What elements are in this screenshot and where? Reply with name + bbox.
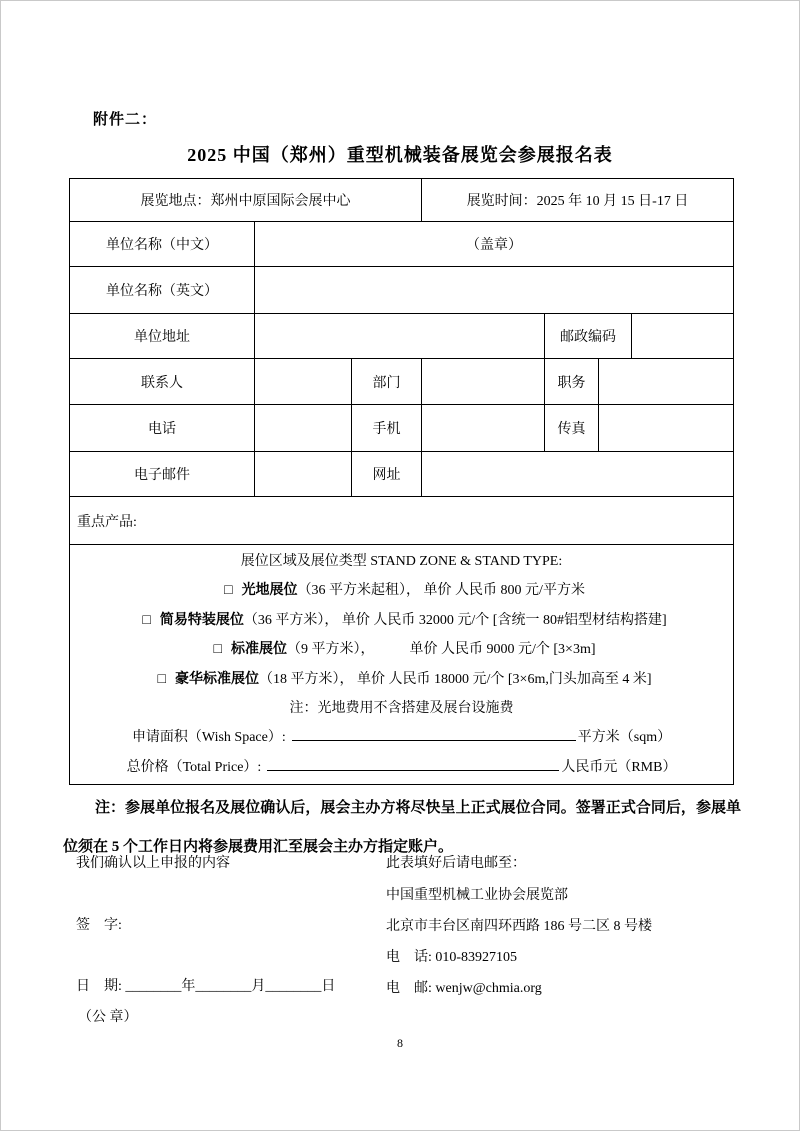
postcode-value-cell <box>632 314 734 359</box>
department-value-cell <box>422 359 545 405</box>
contract-notice: 注：参展单位报名及展位确认后，展会主办方将尽快呈上正式展位合同。签署正式合同后，参展单位须在 5 个工作日内将参展费用汇至展会主办方指定账户。 <box>63 800 741 855</box>
table-row <box>70 314 734 359</box>
mobile-value-cell <box>422 405 545 452</box>
email-label: 电子邮件 <box>70 452 255 497</box>
stand-option-deluxe: □ 豪华标准展位（18 平方米）， 单价 人民币 18000 元/个 [3×6m,门头加高至 4 米] <box>157 671 652 687</box>
registration-form-table <box>69 178 734 785</box>
checkbox-icon: □ <box>157 671 166 687</box>
table-row <box>70 497 734 545</box>
company-seal-label: （公 章） <box>78 1010 138 1025</box>
position-value-cell <box>599 359 734 405</box>
total-price-line: 总价格（Total Price）: 人民币元（RMB） <box>126 759 677 775</box>
contact-value-cell <box>255 359 352 405</box>
confirm-statement: 我们确认以上申报的内容 <box>76 856 230 871</box>
mobile-label: 手机 <box>352 405 422 452</box>
seal-hint: （盖章） <box>466 238 523 253</box>
stand-note: 注：光地费用不含搭建及展台设施费 <box>289 701 514 717</box>
sign-label: 签 字: <box>76 918 122 933</box>
company-en-value-cell <box>255 267 734 314</box>
mailing-address: 北京市丰台区南四环西路 186 号二区 8 号楼 <box>386 919 652 934</box>
stand-type-cell <box>70 545 734 785</box>
mailing-org: 中国重型机械工业协会展览部 <box>386 888 568 903</box>
checkbox-icon: □ <box>213 642 222 658</box>
phone-label: 电话 <box>70 405 255 452</box>
total-price-blank <box>267 758 559 771</box>
stand-option-simple-custom: □ 简易特装展位（36 平方米）， 单价 人民币 32000 元/个 [含统一 80#铝型材结构搭建] <box>142 612 667 628</box>
table-row <box>70 222 734 267</box>
stand-option-open-space: □ 光地展位（36 平方米起租）， 单价 人民币 800 元/平方米 <box>224 583 585 599</box>
table-row <box>70 405 734 452</box>
mailing-intro: 此表填好后请电邮至： <box>386 856 526 871</box>
website-value-cell <box>422 452 734 497</box>
checkbox-icon: □ <box>224 583 233 599</box>
page-number: 8 <box>397 1036 403 1050</box>
date-line: 日 期: ________年________月________日 <box>76 979 336 994</box>
fax-label: 传真 <box>545 405 599 452</box>
website-label: 网址 <box>352 452 422 497</box>
position-label: 职务 <box>545 359 599 405</box>
wish-space-line: 申请面积（Wish Space）: 平方米（sqm） <box>131 730 672 746</box>
company-en-label: 单位名称（英文） <box>70 267 255 314</box>
table-row <box>70 359 734 405</box>
checkbox-icon: □ <box>142 612 151 628</box>
table-row <box>70 179 734 222</box>
key-products-cell: 重点产品: <box>70 497 734 545</box>
stand-section-heading: 展位区域及展位类型 STAND ZONE & STAND TYPE: <box>240 554 563 569</box>
venue-cell: 展览地点：郑州中原国际会展中心 <box>70 179 422 222</box>
address-value-cell <box>255 314 545 359</box>
time-cell: 展览时间：2025 年 10 月 15 日-17 日 <box>422 179 734 222</box>
email-value-cell <box>255 452 352 497</box>
address-label: 单位地址 <box>70 314 255 359</box>
contact-label: 联系人 <box>70 359 255 405</box>
company-cn-value-cell <box>255 222 734 267</box>
fax-value-cell <box>599 405 734 452</box>
mailing-email: 电 邮: wenjw@chmia.org <box>386 981 542 996</box>
phone-value-cell <box>255 405 352 452</box>
page-title: 2025 中国（郑州）重型机械装备展览会参展报名表 <box>187 145 613 165</box>
table-row <box>70 267 734 314</box>
table-row <box>70 545 734 785</box>
stand-option-standard: □ 标准展位（9 平方米）， 单价 人民币 9000 元/个 [3×3m] <box>213 642 596 658</box>
department-label: 部门 <box>352 359 422 405</box>
postcode-label: 邮政编码 <box>545 314 632 359</box>
table-row <box>70 452 734 497</box>
attachment-label: 附件二： <box>93 112 158 128</box>
mailing-tel: 电 话: 010-83927105 <box>386 950 518 965</box>
company-cn-label: 单位名称（中文） <box>70 222 255 267</box>
wish-space-blank <box>292 728 576 741</box>
